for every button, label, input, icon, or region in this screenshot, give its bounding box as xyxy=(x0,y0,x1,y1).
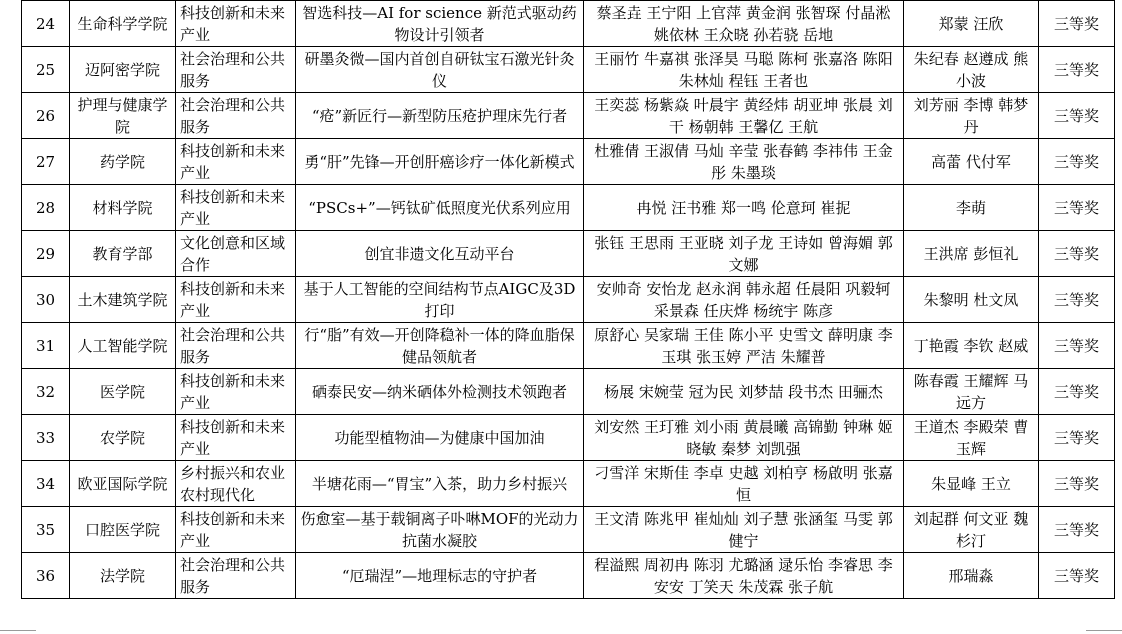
row-number: 26 xyxy=(22,93,70,139)
track-cell: 科技创新和未来产业 xyxy=(176,277,296,323)
project-cell: 创宜非遗文化互动平台 xyxy=(296,231,584,277)
project-cell: 勇“肝”先锋—开创肝癌诊疗一体化新模式 xyxy=(296,139,584,185)
project-cell: “疮”新匠行—新型防压疮护理床先行者 xyxy=(296,93,584,139)
award-cell: 三等奖 xyxy=(1039,185,1115,231)
members-cell: 蔡圣垚 王宁阳 上官萍 黄金润 张智琛 付晶淞 姚依林 王众晓 孙若骁 岳地 xyxy=(584,1,904,47)
track-cell: 科技创新和未来产业 xyxy=(176,1,296,47)
table-row xyxy=(22,323,1115,369)
track-cell: 社会治理和公共服务 xyxy=(176,323,296,369)
track-cell: 社会治理和公共服务 xyxy=(176,47,296,93)
track-cell: 乡村振兴和农业农村现代化 xyxy=(176,461,296,507)
table-row xyxy=(22,507,1115,553)
members-cell: 原舒心 吴家瑞 王佳 陈小平 史雪文 薛明康 李玉琪 张玉婷 严洁 朱耀普 xyxy=(584,323,904,369)
college-cell: 材料学院 xyxy=(70,185,176,231)
advisors-cell: 刘起群 何文亚 魏杉汀 xyxy=(904,507,1039,553)
members-cell: 王文清 陈兆甲 崔灿灿 刘子慧 张涵玺 马雯 郭健宁 xyxy=(584,507,904,553)
project-cell: 功能型植物油—为健康中国加油 xyxy=(296,415,584,461)
row-number: 36 xyxy=(22,553,70,599)
row-number: 33 xyxy=(22,415,70,461)
row-number: 32 xyxy=(22,369,70,415)
award-cell: 三等奖 xyxy=(1039,507,1115,553)
track-cell: 社会治理和公共服务 xyxy=(176,553,296,599)
row-number: 30 xyxy=(22,277,70,323)
table-row xyxy=(22,47,1115,93)
project-cell: 研墨灸微—国内首创自研钛宝石激光针灸仪 xyxy=(296,47,584,93)
college-cell: 生命科学学院 xyxy=(70,1,176,47)
row-number: 27 xyxy=(22,139,70,185)
award-table-body xyxy=(22,1,1115,599)
members-cell: 王奕蕊 杨紫焱 叶晨宇 黄经炜 胡亚坤 张晨 刘干 杨朝韩 王馨亿 王航 xyxy=(584,93,904,139)
table-row xyxy=(22,461,1115,507)
advisors-cell: 王道杰 李殿荣 曹玉辉 xyxy=(904,415,1039,461)
college-cell: 药学院 xyxy=(70,139,176,185)
award-cell: 三等奖 xyxy=(1039,461,1115,507)
row-number: 24 xyxy=(22,1,70,47)
college-cell: 教育学部 xyxy=(70,231,176,277)
members-cell: 杨展 宋婉莹 冠为民 刘梦喆 段书杰 田骊杰 xyxy=(584,369,904,415)
advisors-cell: 王洪席 彭恒礼 xyxy=(904,231,1039,277)
project-cell: 基于人工智能的空间结构节点AIGC及3D打印 xyxy=(296,277,584,323)
members-cell: 张钰 王思雨 王亚晓 刘子龙 王诗如 曾海媚 郭文娜 xyxy=(584,231,904,277)
college-cell: 农学院 xyxy=(70,415,176,461)
college-cell: 迈阿密学院 xyxy=(70,47,176,93)
table-row xyxy=(22,277,1115,323)
table-row xyxy=(22,553,1115,599)
award-table xyxy=(21,0,1115,599)
project-cell: 伤愈室—基于载铜离子卟啉MOF的光动力抗菌水凝胶 xyxy=(296,507,584,553)
page-edge-marker-left xyxy=(0,630,36,634)
advisors-cell: 刘芳丽 李博 韩梦丹 xyxy=(904,93,1039,139)
advisors-cell: 朱纪春 赵遵成 熊小波 xyxy=(904,47,1039,93)
college-cell: 欧亚国际学院 xyxy=(70,461,176,507)
award-cell: 三等奖 xyxy=(1039,139,1115,185)
advisors-cell: 郑蒙 汪欣 xyxy=(904,1,1039,47)
table-row xyxy=(22,415,1115,461)
row-number: 29 xyxy=(22,231,70,277)
track-cell: 社会治理和公共服务 xyxy=(176,93,296,139)
table-row xyxy=(22,139,1115,185)
award-cell: 三等奖 xyxy=(1039,93,1115,139)
college-cell: 土木建筑学院 xyxy=(70,277,176,323)
award-cell: 三等奖 xyxy=(1039,553,1115,599)
members-cell: 冉悦 汪书雅 郑一鸣 伦意珂 崔抳 xyxy=(584,185,904,231)
row-number: 35 xyxy=(22,507,70,553)
project-cell: 智选科技—AI for science 新范式驱动药物设计引领者 xyxy=(296,1,584,47)
track-cell: 文化创意和区域合作 xyxy=(176,231,296,277)
project-cell: “厄瑞涅”—地理标志的守护者 xyxy=(296,553,584,599)
track-cell: 科技创新和未来产业 xyxy=(176,507,296,553)
row-number: 31 xyxy=(22,323,70,369)
advisors-cell: 高蕾 代付军 xyxy=(904,139,1039,185)
project-cell: 硒泰民安—纳米硒体外检测技术领跑者 xyxy=(296,369,584,415)
advisors-cell: 丁艳霞 李钦 赵威 xyxy=(904,323,1039,369)
college-cell: 医学院 xyxy=(70,369,176,415)
members-cell: 刁雪洋 宋斯佳 李卓 史越 刘柏亨 杨啟明 张嘉恒 xyxy=(584,461,904,507)
advisors-cell: 李萌 xyxy=(904,185,1039,231)
table-row xyxy=(22,93,1115,139)
advisors-cell: 朱黎明 杜文凤 xyxy=(904,277,1039,323)
row-number: 25 xyxy=(22,47,70,93)
award-cell: 三等奖 xyxy=(1039,415,1115,461)
advisors-cell: 朱显峰 王立 xyxy=(904,461,1039,507)
project-cell: “PSCs+”—钙钛矿低照度光伏系列应用 xyxy=(296,185,584,231)
members-cell: 安帅奇 安怡龙 赵永润 韩永超 任晨阳 巩毅轲 采景森 任庆烨 杨统宇 陈彦 xyxy=(584,277,904,323)
row-number: 28 xyxy=(22,185,70,231)
row-number: 34 xyxy=(22,461,70,507)
college-cell: 人工智能学院 xyxy=(70,323,176,369)
award-cell: 三等奖 xyxy=(1039,231,1115,277)
table-row xyxy=(22,1,1115,47)
college-cell: 护理与健康学院 xyxy=(70,93,176,139)
award-cell: 三等奖 xyxy=(1039,369,1115,415)
members-cell: 杜雅倩 王淑倩 马灿 辛莹 张春鹤 李祎伟 王金彤 朱墨琰 xyxy=(584,139,904,185)
college-cell: 法学院 xyxy=(70,553,176,599)
table-row xyxy=(22,369,1115,415)
award-cell: 三等奖 xyxy=(1039,1,1115,47)
track-cell: 科技创新和未来产业 xyxy=(176,185,296,231)
track-cell: 科技创新和未来产业 xyxy=(176,369,296,415)
advisors-cell: 邢瑞淼 xyxy=(904,553,1039,599)
award-cell: 三等奖 xyxy=(1039,277,1115,323)
members-cell: 王丽竹 牛嘉祺 张泽昊 马聪 陈柯 张嘉洛 陈阳 朱林灿 程钰 王者也 xyxy=(584,47,904,93)
members-cell: 程溢熙 周初冉 陈羽 尤璐涵 逯乐怡 李睿思 李安安 丁笑天 朱茂霖 张子航 xyxy=(584,553,904,599)
project-cell: 半塘花雨—“胃宝”入茶，助力乡村振兴 xyxy=(296,461,584,507)
track-cell: 科技创新和未来产业 xyxy=(176,415,296,461)
page-edge-marker-right xyxy=(1086,630,1122,634)
table-row xyxy=(22,185,1115,231)
award-cell: 三等奖 xyxy=(1039,47,1115,93)
project-cell: 行“脂”有效—开创降稳补一体的降血脂保健品领航者 xyxy=(296,323,584,369)
members-cell: 刘安然 王玎雅 刘小雨 黄晨曦 高锦勤 钟琳 姬晓敏 秦梦 刘凯强 xyxy=(584,415,904,461)
track-cell: 科技创新和未来产业 xyxy=(176,139,296,185)
award-cell: 三等奖 xyxy=(1039,323,1115,369)
advisors-cell: 陈春霞 王耀辉 马远方 xyxy=(904,369,1039,415)
table-row xyxy=(22,231,1115,277)
college-cell: 口腔医学院 xyxy=(70,507,176,553)
